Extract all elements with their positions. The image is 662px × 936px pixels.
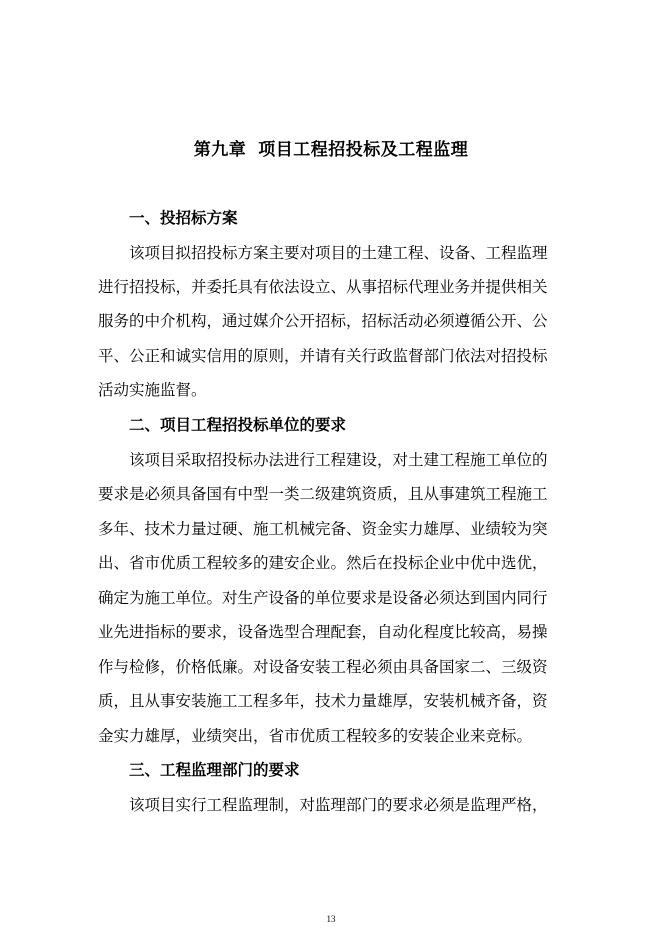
chapter-name: 项目工程招投标及工程监理 [258,140,469,160]
paragraph-line: 多年、技术力量过硬、施工机械完备、资金实力雄厚、业绩较为突 [98,520,548,538]
paragraph-line: 要求是必须具备国有中型一类二级建筑资质，且从事建筑工程施工 [98,485,548,503]
section-heading-1: 一、投招标方案 [129,208,238,227]
paragraph-line: 金实力雄厚，业绩突出，省市优质工程较多的安装企业来竞标。 [98,727,533,745]
paragraph-line: 该项目拟招投标方案主要对项目的土建工程、设备、工程监理 [129,244,548,262]
paragraph-line: 该项目实行工程监理制，对监理部门的要求必须是监理严格， [129,796,548,814]
paragraph-line: 活动实施监督。 [98,381,207,399]
section-heading-2: 二、项目工程招投标单位的要求 [129,415,347,434]
page-number: 13 [326,914,336,924]
paragraph-line: 进行招投标，并委托具有依法设立、从事招标代理业务并提供相关 [98,278,548,296]
paragraph-line: 出、省市优质工程较多的建安企业。然后在投标企业中优中选优， [98,554,548,572]
chapter-title [0,135,662,160]
paragraph-line: 作与检修，价格低廉。对设备安装工程必须由具备国家二、三级资 [98,658,548,676]
paragraph-line: 服务的中介机构，通过媒介公开招标，招标活动必须遵循公开、公 [98,312,548,330]
paragraph-line: 业先进指标的要求，设备选型合理配套，自动化程度比较高，易操 [98,623,548,641]
paragraph-line: 质，且从事安装施工工程多年，技术力量雄厚，安装机械齐备，资 [98,692,548,710]
paragraph-line: 确定为施工单位。对生产设备的单位要求是设备必须达到国内同行 [98,589,548,607]
chapter-number: 第九章 [193,140,247,160]
paragraph-line: 该项目采取招投标办法进行工程建设，对土建工程施工单位的 [129,451,548,469]
paragraph-line: 平、公正和诚实信用的原则，并请有关行政监督部门依法对招投标 [98,347,548,365]
section-heading-3: 三、工程监理部门的要求 [129,760,300,779]
